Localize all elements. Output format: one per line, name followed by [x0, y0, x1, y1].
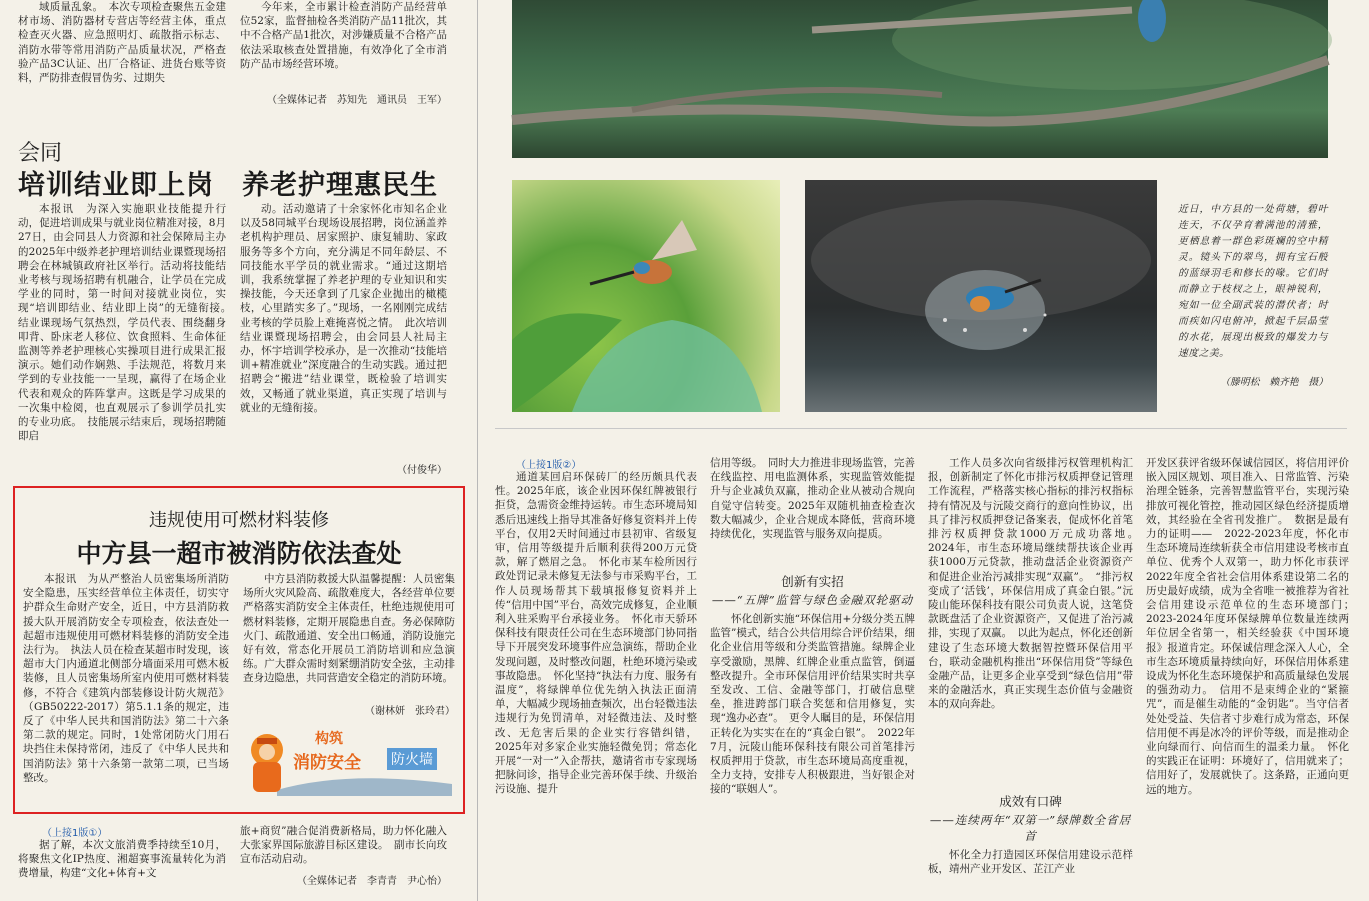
- article-text: 据了解，本次文旅消费季持续至10月，将聚焦文化IP热度、湘超赛事流量转化为消费增量，构建“文化+体育+文: [18, 839, 226, 880]
- article-text: 旅+商贸”融合促消费新格局，助力怀化融入大张家界国际旅游目标区建设。 副市长向玫宣布活动启动。: [240, 825, 447, 866]
- banner-main: 消防安全: [293, 753, 361, 773]
- top-left-col-1: [18, 0, 226, 108]
- article-text: 怀化创新实施“环保信用+分级分类五牌监管”模式，结合公共信用综合评价结果，细化企业信用等级和分类监管措施。绿牌企业享受激励，黑牌、红牌企业重点监管，倒逼整改提升。全市环保信用评价结果实时共享至发改、工信、金融等部门，打破信息壁垒，推进跨部门联合奖惩和信用修复，实现“逸办必查”。 更令人瞩目的是，环保信用正转化为实实在在的“真金白银”。 2022年7月，沅陵山能环保科技有限公司首笔排污权质押用于贷款，市生态环境局高度重视，全力支持，安排专人积极跟进，当好银企对接的“联姻人”。: [710, 613, 915, 796]
- article-text: 开发区获评省级环保诚信园区，将信用评价嵌入园区规划、项目准入、日常监管、污染治理全链条，完善智慧监管平台，实现污染排放可视化管控，推动园区绿色经济提质增效，其经验在全省刊发推广。 数据是最有力的证明—— 2022-2023年度，怀化市生态环境局连续斩获全市信用建设考核市直单位、优秀个人双第一，助力怀化市获评2022年度全省社会信用体系建设第二名的历史最好成绩，成为全省唯一被推荐为省社会信用建设示范单位的生态环境部门； 2023-2024年度环保绿牌单位数量连续两年位居全省第一，相关经验获《中国环境报》报道肯定。环保诚信理念深入人心，全市生态环境质量持续向好，环保信用体系建设成为怀化生态环境保护和高质量绿色发展的强劲动力。 信用不是束缚企业的“紧箍咒”，而是催生动能的“金钥匙”。当守信者处处受益、失信者寸步难行成为常态，环保信用便不再是冰冷的评价等级，而是推动企业向绿而行、向信而生的温柔力量。 怀化的实践正在证明：环境好了，信用就来了；信用好了，发展就快了。这条路，正通向更远的地方。: [1146, 457, 1360, 796]
- article-text: 通道某回启环保砖厂的经历颇具代表性。2025年底，该企业因环保红牌被银行拒贷，急需资金维持运转。市生态环境局知悉后迅速线上指导其准备好修复资料并上传平台，仅用2天时间通过市县初审、省级复审，信用等级提升后顺利获得200万元贷款，解了燃眉之急。 怀化市某车检所因行政处罚记录未修复无法参与市采购平台，工作人员现场帮其下载填报修复资料并上传“信用中国”平台，高效完成修复，企业顺利入驻采购平台承接业务。 怀化市天骄环保科技有限责任公司在生态环境部门协同指导下开展突发环境事件应急演练，帮助企业发现问题，及时整改问题，杜绝环境污染或事故隐患。 怀化坚持“执法有力度、服务有温度”，将绿牌单位优先纳入执法正面清单，大幅减少现场抽查频次，出台轻微违法违规行为免罚清单，对轻微违法、及时整改、无危害后果的企业实行容错纠错，2025年对多家企业实施轻微免罚；常态化开展“一对一”入企帮扶，邀请省市专家现场把脉问诊，指导企业完善环保手续、升级治污设施、提升: [495, 471, 697, 796]
- section-subhead: ——连续两年“双第一”绿牌数全省居首: [929, 813, 1132, 843]
- bottom-col-1: [18, 838, 226, 898]
- fire-col-2: [243, 572, 455, 700]
- banner-top: 构筑: [315, 731, 343, 747]
- top-left-col-2: [240, 0, 447, 90]
- kingfisher-image: [512, 180, 780, 412]
- headline: 培训结业即上岗 养老护理惠民生: [18, 170, 438, 201]
- photo-caption: [1178, 202, 1328, 372]
- subhead: 违规使用可燃材料装修: [149, 510, 329, 531]
- section-head: 成效有口碑: [999, 794, 1062, 809]
- byline: （谢林妍 张玲君）: [365, 706, 455, 717]
- section-head: 创新有实招: [781, 574, 844, 589]
- fire-safety-banner: [237, 724, 457, 800]
- branch-image: [512, 0, 1328, 158]
- byline: （付俊华）: [397, 465, 447, 476]
- training-col-1: [18, 202, 237, 478]
- article-text: 怀化全力打造园区环保信用建设示范样板，靖州产业开发区、芷江产业: [928, 849, 1133, 876]
- article-text: 今年来，全市累计检查消防产品经营单位52家，监督抽检各类消防产品11批次，其中不合格产品1批次，对涉嫌质量不合格产品依法采取核查处置措施，有效净化了全市消防产品市场经营环境。: [240, 1, 447, 70]
- section-divider: [495, 428, 1347, 429]
- kingfisher-photo-water: [805, 180, 1157, 412]
- right-col-3: [928, 456, 1144, 896]
- photo-credit: （滕明松 赖齐艳 摄）: [1220, 377, 1328, 388]
- training-col-2: [240, 202, 447, 458]
- kingfisher-splash-image: [805, 180, 1157, 412]
- kingfisher-photo-top: [512, 0, 1328, 158]
- jump-label: （上接1版①）: [42, 828, 108, 839]
- article-text: 中方县消防救援大队温馨提醒：人员密集场所火灾风险高、疏散难度大，各经营单位要严格落实消防安全主体责任，杜绝违规使用可燃材料装修，定期开展隐患自查。务必保障防火门、疏散通道、安全出口畅通，消防设施完好有效，常态化开展员工消防培训和应急演练。广大群众需时刻紧绷消防安全弦，主动排查身边隐患，共同营造安全稳定的消防环境。: [243, 573, 455, 685]
- column-divider: [477, 0, 478, 901]
- right-col-4: [1146, 456, 1360, 892]
- bottom-col-2: [240, 824, 447, 866]
- jump-label: （上接1版②）: [516, 460, 582, 471]
- article-text: 本报讯 为从严整治人员密集场所消防安全隐患，压实经营单位主体责任，切实守护群众生命财产安全，近日，中方县消防救援大队开展消防安全专项检查，依法查处一起超市违规使用可燃材料装修的消防安全违法行为。 执法人员在检查某超市时发现，该超市大门内通道北侧部分墙面采用可燃木板装修，且人员密集场所室内使用可燃材料装修，不符合《建筑内部装修设计防火规范》（GB50222-2017）第5.1.1条的规定，违反了《中华人民共和国消防法》第二十六条第二款的规定。同时，1处常闭防火门用石块挡住未保持常闭，违反了《中华人民共和国消防法》第十六条第一款第二项，已当场整改。: [23, 573, 229, 784]
- section-subhead: ——“五牌”监管与绿色金融双轮驱动: [711, 593, 914, 607]
- kicker: 会同: [18, 141, 63, 166]
- article-text: 信用等级。 同时大力推进非现场监管，完善在线监控、用电监测体系，实现监管效能提升与企业减负双赢，推动企业从被动合规向自觉守信转变。2025年双随机抽查检查次数大幅减少，企业合规成本降低，营商环境持续优化，实现监管与服务双向提质。: [710, 457, 915, 541]
- banner-end: 防火墙: [387, 748, 437, 770]
- article-text: 工作人员多次向省级排污权管理机构汇报，创新制定了怀化市排污权质押登记管理工作流程，严格落实核心指标的排污权指标持有情况及与沅陵交商行的意向性协议，出具了排污权质押登记备案表，促成怀化首笔排污权质押贷款1000万元成功落地。 2024年，市生态环境局继续帮扶该企业再获1000万元贷款，推动盘活企业资源资产和促进企业治污减排实现“双赢”。 “排污权变成了‘活钱’，环保信用成了真金白银。”沅陵山能环保科技有限公司负责人说，这笔贷款既盘活了企业资源资产，又促进了治污减排，实现了双赢。 以此为起点，怀化还创新建设了生态环境大数据智控暨环保信用平台，联动金融机构推出“环保信用贷”等绿色金融产品，让更多企业享受到“绿色信用”带来的金融活水，真正实现生态价值与金融资本的双向奔赴。: [928, 457, 1144, 711]
- kingfisher-photo-lotus: [512, 180, 780, 412]
- article-text: 本报讯 为深入实施职业技能提升行动，促进培训成果与就业岗位精准对接，8月27日，由会同县人力资源和社会保障局主办的2025年中级养老护理培训结业课暨现场招聘会在林城镇政府社区举行。活动将技能结业考核与现场招聘有机融合，让学员在完成学业的同时，第一时间对接就业岗位，实现“培训即结业、结业即上岗”的无缝衔接。 结业课现场气氛热烈，学员代表、围绕翻身叩背、卧床老人移位、饮食照料、生命体征监测等养老护理核心实操项目进行成果汇报演示。她们动作娴熟、手法规范，将数月来学到的专业技能一一呈现，赢得了在场企业代表和观众的阵阵掌声。这既是学习成果的一次集中检阅，也直观展示了参训学员扎实的专业功底。 技能展示结束后，现场招聘随即启: [18, 203, 237, 443]
- article-text: 域质量乱象。 本次专项检查聚焦五金建材市场、消防器材专营店等经营主体，重点检查灭火器、应急照明灯、疏散指示标志、消防水带等常用消防产品质量状况，严格查验产品3C认证、出厂合格证、进货台账等资料，严防排查假冒伪劣、过期失: [18, 1, 226, 85]
- right-col-2: [710, 456, 915, 896]
- byline: （全媒体记者 李青青 尹心怡）: [297, 876, 447, 887]
- caption-text: 近日，中方县的一处荷塘，碧叶连天，不仅孕育着满池的清雅，更栖息着一群色彩斑斓的空中精灵。镜头下的翠鸟，拥有宝石般的蓝绿羽毛和修长的喙。它们时而静立于枝杈之上，眼神锐利，宛如一位全副武装的潜伏者；时而疾如闪电俯冲，掀起千层晶莹的水花，展现出极致的爆发力与速度之美。: [1178, 204, 1328, 359]
- right-col-1: [495, 470, 697, 888]
- fire-col-1: [23, 572, 229, 808]
- headline: 中方县一超市被消防依法查处: [76, 539, 402, 568]
- byline: （全媒体记者 苏知先 通讯员 王军）: [267, 95, 447, 106]
- article-text: 动。活动邀请了十余家怀化市知名企业以及58同城平台现场设展招聘，岗位涵盖养老机构护理员、居家照护、康复辅助、家政服务等多个方向，充分满足不同年龄层、不同技能水平学员的就业需求。“通过这期培训，我系统掌握了养老护理的专业知识和实操技能，今天还拿到了几家企业抛出的橄榄枝，心里踏实多了。”现场，一名刚刚完成结业考核的学员脸上难掩喜悦之情。 此次培训结业课暨现场招聘会，由会同县人社局主办，怀宇培训学校承办，是一次推动“技能培训+精准就业”深度融合的生动实践。通过把招聘会“搬进”结业课堂，既检验了培训实效，又畅通了就业渠道，真正实现了培训与就业的无缝衔接。: [240, 203, 447, 414]
- fire-article-box: [13, 486, 465, 814]
